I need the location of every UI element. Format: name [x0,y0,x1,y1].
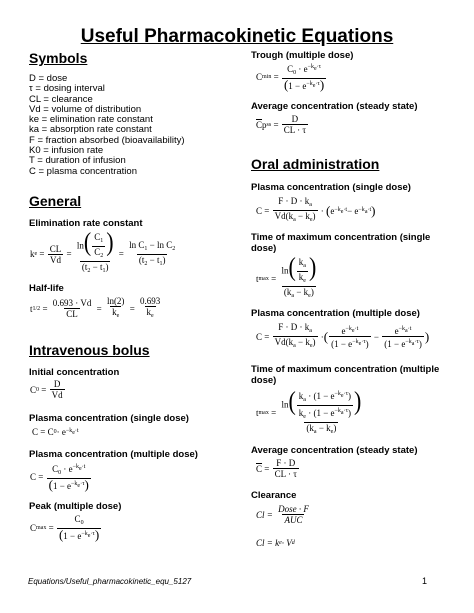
avg-ss-label: Average concentration (steady state) [251,101,418,112]
symbol-item: D = dose [29,73,68,84]
clearance-label: Clearance [251,490,297,501]
iv-peak-equation: C max = $\frac{C_0}{(1 - e^{-k_e\cdot\tau})}$ [30,514,100,542]
clearance-equation-2: Cl = k e · V d [256,538,295,548]
avg-ss-equation: $\overline{C}$ p ss = $\frac{D}{CL \cdot \tau}$ [256,114,307,135]
halflife-label: Half-life [29,283,64,294]
trough-equation: C min = $\frac{C_0 \cdot e^{-k_e\cdot\tau}}{(1 - e^{-k_e\cdot\tau})}$ [256,64,325,92]
oral-tmax-label: Time of maximum concentration (single dose) [251,232,431,254]
iv-initial-equation: C 0 = $\frac{D}{Vd}$ [30,379,63,400]
oral-single-equation: C = $\frac{F \cdot D \cdot k_a}{Vd(k_a - k_e)}$ · ( e $-k_e\cdot t$ − e $-k_a\cdot t$ ) [256,196,376,223]
iv-multiple-label: Plasma concentration (multiple dose) [29,449,198,460]
symbol-item: ka = absorption rate constant [29,124,152,136]
page-number: 1 [422,576,428,586]
general-heading: General [29,193,82,209]
symbols-list [29,74,185,177]
oral-tmax-multi-equation: t max = ln( $\frac{k_a \cdot (1 - e^{-k_e\cdot\tau})}{k_e \cdot (1 - e^{-k_a\cdot\tau})}$ ) $(k_a - k_e)$ [256,384,362,435]
symbol-item: F = fraction absorbed (bioavailability) [29,134,185,146]
symbol-item: CL = clearance [29,93,93,105]
clearance-equation-1: Cl = $\frac{\text{Dose · F}}{\text{AUC}}$ [256,504,309,525]
oral-avg-equation: $\overline{C}$ = $\frac{F \cdot D}{CL \cdot \tau}$ [256,458,297,479]
iv-peak-label: Peak (multiple dose) [29,501,122,512]
elimination-label: Elimination rate constant [29,218,143,229]
symbol-item: ke = elimination rate constant [29,114,153,126]
symbol-item: Vd = volume of distribution [29,103,142,115]
symbols-heading: Symbols [29,50,88,66]
oral-avg-label: Average concentration (steady state) [251,445,418,456]
oral-multiple-label: Plasma concentration (multiple dose) [251,308,420,319]
trough-label: Trough (multiple dose) [251,50,354,61]
iv-single-equation: C = C 0 · e $-k_e\cdot t$ [32,427,79,437]
symbol-item: τ = dosing interval [29,83,105,95]
symbol-item: K0 = infusion rate [29,145,104,157]
oral-single-label: Plasma concentration (single dose) [251,182,411,193]
oral-tmax-multi-label: Time of maximum concentration (multiple dose) [251,364,440,386]
page-title: Useful Pharmacokinetic Equations [80,26,394,47]
iv-multiple-equation: C = $\frac{C_0 \cdot e^{-k_e\cdot t}}{(1 - e^{-k_e\cdot\tau})}$ [30,464,89,492]
halflife-equation: t 1/2 = $\frac{0.693 \cdot Vd}{CL}$ = $\frac{\ln(2)}{k_e}$ = $\frac{0.693}{k_e}$ [30,296,161,319]
elimination-equation: k e = $\frac{CL}{Vd}$ = ln( $\frac{C_1}{C_2}$ ) $(t_2 - t_1)$ = $\frac{\ln C_1 - \ln C_2}{(t_2 - t_1)}$ [30,225,176,274]
oral-multiple-equation: C = $\frac{F \cdot D \cdot k_a}{Vd(k_a - k_e)}$ · ( $\frac{e^{-k_e\cdot t}}{(1 - e^{-k_e\cdot\tau})}$ − $\frac{e^{-k_a\cdot t}}{(1 - e^{-k_a\cdot\tau})}$ ) [256,322,430,349]
iv-single-label: Plasma concentration (single dose) [29,413,189,424]
iv-heading: Intravenous bolus [29,342,150,358]
symbol-item: T = duration of infusion [29,155,126,167]
oral-tmax-equation: t max = ln( $\frac{k_a}{k_e}$ ) $(k_a - k_e)$ [256,250,317,299]
iv-initial-label: Initial concentration [29,367,120,378]
oral-heading: Oral administration [251,156,380,172]
symbol-item: C = plasma concentration [29,165,137,177]
footer-path: Equations/Useful_pharmacokinetic_equ_5127 [28,577,192,586]
